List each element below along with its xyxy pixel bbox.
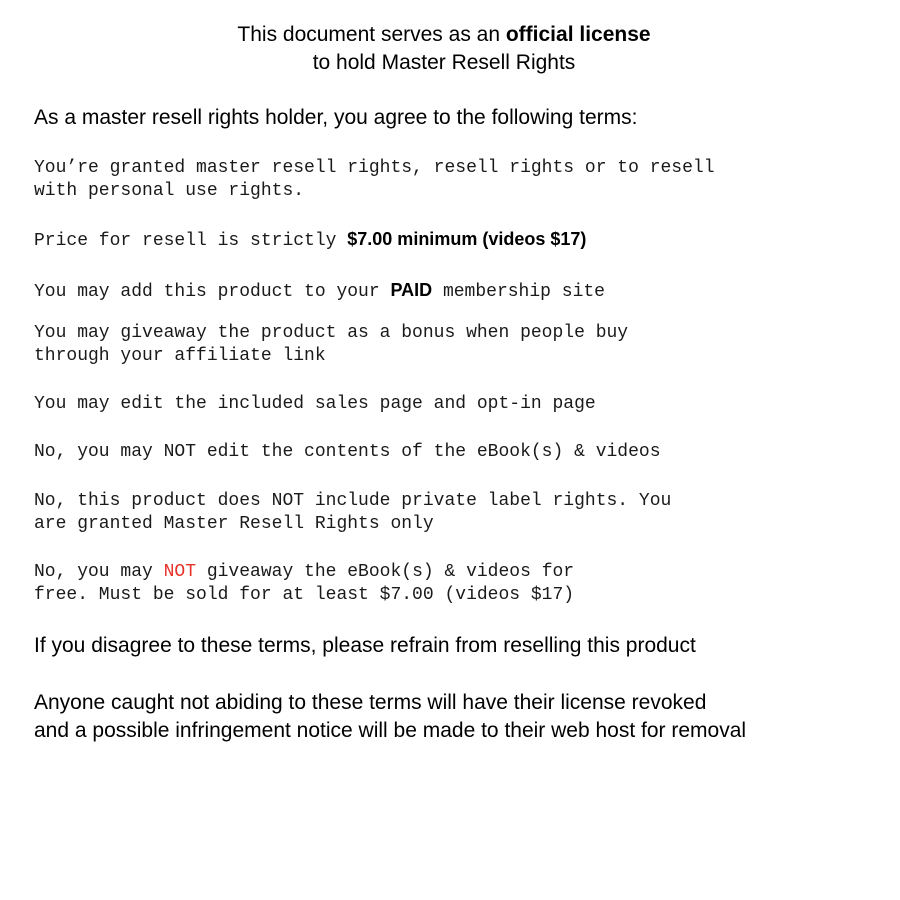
header-line-2: to hold Master Resell Rights	[312, 51, 576, 74]
term-no-plr-line-2: are granted Master Resell Rights only	[34, 514, 434, 534]
term-no-free-post: giveaway the eBook(s) & videos for	[196, 562, 575, 582]
term-membership-site	[34, 279, 605, 304]
term-no-free-not: NOT	[163, 562, 197, 582]
term-price-minimum: $7.00 minimum (videos $17)	[347, 229, 587, 249]
term-no-free-pre: No, you may	[34, 562, 164, 582]
term-membership-paid: PAID	[390, 280, 433, 300]
term-no-free-giveaway-line-2: free. Must be sold for at least $7.00 (videos $17)	[34, 585, 575, 605]
term-giveaway-bonus-line-2: through your affiliate link	[34, 346, 326, 366]
term-membership-pre: You may add this product to your	[34, 282, 391, 302]
term-giveaway-bonus-line-1: You may giveaway the product as a bonus when people buy	[34, 323, 629, 343]
header-line-1-text: This document serves as an	[237, 23, 506, 46]
disagree-statement: If you disagree to these terms, please refrain from reselling this product	[34, 634, 696, 657]
term-no-free-giveaway-line-1	[34, 561, 574, 584]
term-resell-rights	[34, 157, 715, 203]
term-resell-rights-line-2: with personal use rights.	[34, 181, 305, 201]
term-resell-rights-line-1: You’re granted master resell rights, resell rights or to resell	[34, 158, 715, 178]
document-header	[0, 21, 888, 77]
term-price-text: Price for resell is strictly	[34, 231, 348, 251]
intro-statement: As a master resell rights holder, you agree to the following terms:	[34, 106, 638, 129]
term-no-free-giveaway	[34, 561, 574, 607]
term-membership-post: membership site	[432, 282, 605, 302]
revocation-warning	[34, 689, 746, 745]
revocation-warning-line-1: Anyone caught not abiding to these terms will have their license revoked	[34, 691, 707, 714]
term-giveaway-bonus	[34, 322, 628, 368]
term-no-plr-line-1: No, this product does NOT include private label rights. You	[34, 491, 672, 511]
header-line-1	[0, 21, 888, 49]
official-license-emphasis: official license	[505, 23, 651, 46]
term-no-edit-contents: No, you may NOT edit the contents of the eBook(s) & videos	[34, 442, 661, 462]
revocation-warning-line-2: and a possible infringement notice will be made to their web host for removal	[34, 719, 747, 742]
term-price	[34, 228, 586, 253]
term-no-plr	[34, 490, 671, 536]
term-edit-sales-page: You may edit the included sales page and opt-in page	[34, 394, 596, 414]
